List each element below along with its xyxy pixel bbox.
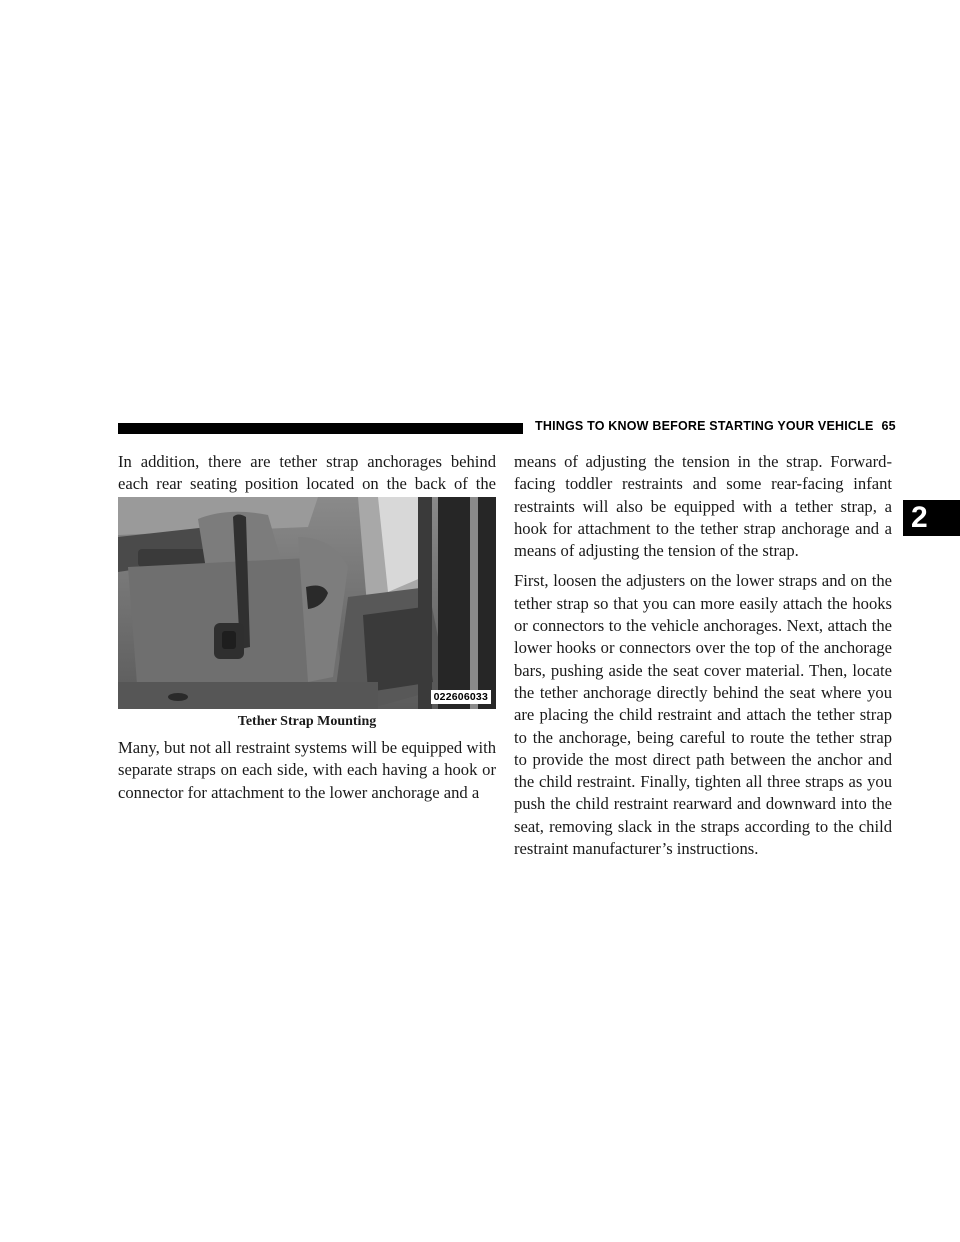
page-number: 65 bbox=[881, 419, 896, 433]
header-rule bbox=[118, 423, 523, 434]
chapter-tab: 2 bbox=[903, 500, 960, 536]
section-title: THINGS TO KNOW BEFORE STARTING YOUR VEHICLE bbox=[535, 419, 874, 433]
tether-strap-photo bbox=[118, 497, 496, 709]
paragraph: means of adjusting the tension in the strap. Forward-facing toddler restraints and some rear-facing infant restraints will also be equipped with a tether strap, a hook for attachment to the tether strap anchorage and a means of adjusting the tension of the strap. bbox=[514, 452, 892, 561]
seat-illustration bbox=[118, 497, 496, 709]
paragraph: Many, but not all restraint systems will be equipped with separate straps on each side, with each having a hook or connector for attachment to the lower anchorage and a bbox=[118, 738, 496, 802]
paragraph: First, loosen the adjusters on the lower straps and on the tether strap so that you can more easily attach the hooks or connectors to the vehicle anchorages. Next, attach the lower hooks or connectors over the top of the anchorage bars, pushing aside the seat cover material. Then, locate the tether anchorage directly behind the seat where you are placing the child restraint and attach the tether strap to the anchorage, being careful to route the tether strap to provide the most direct path between the anchor and the child restraint. Finally, tighten all three straps as you push the child restraint rearward and downward into the seat, removing slack in the straps according to the child restraint manufacturer’s instructions. bbox=[514, 571, 892, 859]
right-column bbox=[514, 451, 892, 860]
running-header bbox=[535, 419, 896, 433]
left-column-continued bbox=[118, 737, 496, 804]
figure-code: 022606033 bbox=[431, 690, 491, 704]
paragraph: In addition, there are tether strap anchorages behind each rear seating position located on the back of the bbox=[118, 452, 496, 494]
figure-caption: Tether Strap Mounting bbox=[237, 714, 377, 729]
